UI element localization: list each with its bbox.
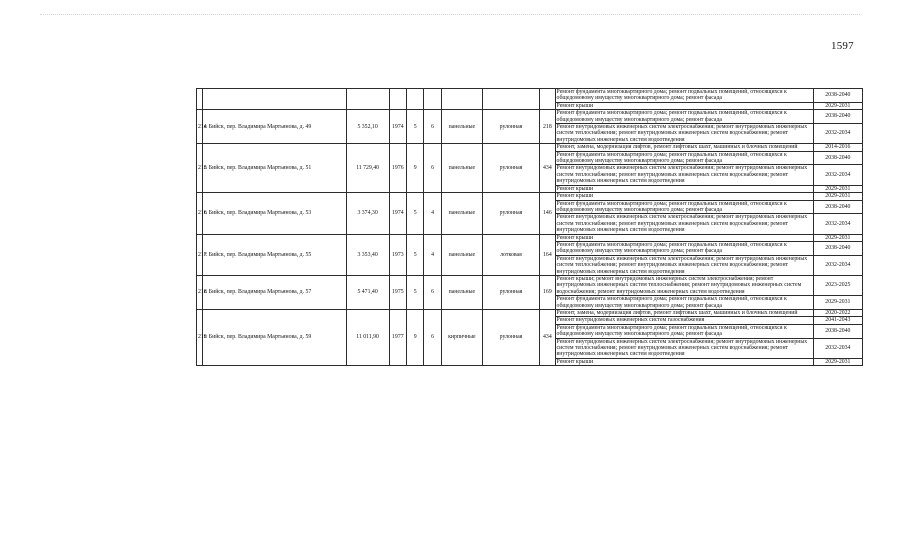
row-number: 218: [197, 275, 203, 309]
apartment-count: 218: [540, 110, 555, 144]
scan-edge-line: [40, 14, 860, 15]
roof-type: рулонная: [482, 193, 539, 234]
work-description: Ремонт внутридомовых инженерных систем электроснабжения; ремонт внутридомовых инженерных систем теплоснабжения; ремонт внутридомовых инженерных систем водоснабжения; ремонт внутридомовых инженерных систем водоотведения: [555, 165, 813, 185]
house-address: г. Бийск, пер. Владимира Мартьянова, д. 59: [203, 310, 346, 366]
work-description: Ремонт внутридомовых инженерных систем электроснабжения; ремонт внутридомовых инженерных систем теплоснабжения; ремонт внутридомовых инженерных систем водоснабжения; ремонт внутридомовых инженерных систем водоотведения: [555, 338, 813, 358]
roof-type: [482, 89, 539, 110]
work-description: Ремонт крыши: [555, 358, 813, 365]
work-period: 2038-2040: [813, 324, 862, 338]
table-row: [197, 310, 863, 317]
roof-type: рулонная: [482, 310, 539, 366]
table-row: [197, 144, 863, 151]
house-area: 3 374,30: [346, 193, 389, 234]
repair-schedule-table: [196, 88, 863, 366]
table-body: [197, 89, 863, 366]
work-period: 2038-2040: [813, 89, 862, 103]
wall-material: [441, 89, 482, 110]
construction-year: [389, 89, 406, 110]
house-address: г. Бийск, пер. Владимира Мартьянова, д. 53: [203, 193, 346, 234]
work-description: Ремонт фундамента многоквартирного дома; ремонт подвальных помещений, относящихся к общедомовому имуществу многоквартирного дома; ремонт фасада: [555, 89, 813, 103]
floor-count: 5: [407, 110, 424, 144]
work-period: 2029-2031: [813, 193, 862, 200]
work-description: Ремонт крыши: [555, 193, 813, 200]
work-description: Ремонт внутридомовых инженерных систем электроснабжения; ремонт внутридомовых инженерных систем теплоснабжения; ремонт внутридомовых инженерных систем водоснабжения; ремонт внутридомовых инженерных систем водоотведения: [555, 255, 813, 275]
roof-type: рулонная: [482, 275, 539, 309]
work-period: 2038-2040: [813, 200, 862, 214]
work-period: 2029-2031: [813, 102, 862, 109]
wall-material: панельные: [441, 110, 482, 144]
floor-count: 5: [407, 193, 424, 234]
roof-type: рулонная: [482, 110, 539, 144]
table-row: [197, 234, 863, 241]
house-address: г. Бийск, пер. Владимира Мартьянова, д. 55: [203, 234, 346, 275]
work-period: 2014-2016: [813, 144, 862, 151]
construction-year: 1977: [389, 310, 406, 366]
page-number: 1597: [831, 40, 854, 52]
roof-type: лотковая: [482, 234, 539, 275]
floor-count: 5: [407, 275, 424, 309]
work-description: Ремонт, замена, модернизация лифтов, ремонт лифтовых шахт, машинных и блочных помещений: [555, 144, 813, 151]
work-period: 2038-2040: [813, 241, 862, 255]
house-area: 5 471,40: [346, 275, 389, 309]
entrance-count: 6: [424, 310, 441, 366]
row-number: 219: [197, 310, 203, 366]
work-description: Ремонт фундамента многоквартирного дома; ремонт подвальных помещений, относящихся к общедомовому имуществу многоквартирного дома; ремонт фасада: [555, 324, 813, 338]
construction-year: 1974: [389, 110, 406, 144]
house-address: г. Бийск, пер. Владимира Мартьянова, д. 49: [203, 110, 346, 144]
construction-year: 1975: [389, 275, 406, 309]
work-period: 2032-2034: [813, 165, 862, 185]
table-row: [197, 275, 863, 295]
entrance-count: 6: [424, 110, 441, 144]
row-number: 214: [197, 110, 203, 144]
row-number: 216: [197, 193, 203, 234]
entrance-count: 4: [424, 234, 441, 275]
floor-count: 9: [407, 310, 424, 366]
house-area: [346, 89, 389, 110]
work-description: Ремонт фундамента многоквартирного дома; ремонт подвальных помещений, относящихся к общедомовому имуществу многоквартирного дома; ремонт фасада: [555, 296, 813, 310]
entrance-count: 6: [424, 144, 441, 193]
work-period: 2032-2034: [813, 255, 862, 275]
floor-count: 5: [407, 234, 424, 275]
work-period: 2038-2040: [813, 110, 862, 124]
construction-year: 1976: [389, 144, 406, 193]
apartment-count: 146: [540, 193, 555, 234]
apartment-count: 434: [540, 310, 555, 366]
table-row: [197, 89, 863, 103]
house-area: 11 011,90: [346, 310, 389, 366]
house-area: 11 729,40: [346, 144, 389, 193]
floor-count: [407, 89, 424, 110]
entrance-count: 6: [424, 275, 441, 309]
floor-count: 9: [407, 144, 424, 193]
row-number: 217: [197, 234, 203, 275]
work-period: 2032-2034: [813, 124, 862, 144]
wall-material: панельные: [441, 275, 482, 309]
wall-material: кирпичные: [441, 310, 482, 366]
work-period: 2023-2025: [813, 275, 862, 295]
construction-year: 1974: [389, 193, 406, 234]
wall-material: панельные: [441, 234, 482, 275]
table-row: [197, 110, 863, 124]
work-period: 2029-2031: [813, 234, 862, 241]
work-description: Ремонт, замена, модернизация лифтов, ремонт лифтовых шахт, машинных и блочных помещений: [555, 310, 813, 317]
house-area: 5 352,10: [346, 110, 389, 144]
work-description: Ремонт крыши: [555, 185, 813, 192]
work-period: 2041-2043: [813, 317, 862, 324]
work-period: 2032-2034: [813, 338, 862, 358]
work-description: Ремонт фундамента многоквартирного дома; ремонт подвальных помещений, относящихся к общедомовому имуществу многоквартирного дома; ремонт фасада: [555, 241, 813, 255]
work-description: Ремонт фундамента многоквартирного дома; ремонт подвальных помещений, относящихся к общедомовому имуществу многоквартирного дома; ремонт фасада: [555, 200, 813, 214]
house-area: 3 353,40: [346, 234, 389, 275]
row-number: 215: [197, 144, 203, 193]
work-period: 2029-2031: [813, 358, 862, 365]
work-description: Ремонт крыши: [555, 234, 813, 241]
wall-material: панельные: [441, 144, 482, 193]
apartment-count: 169: [540, 275, 555, 309]
house-address: г. Бийск, пер. Владимира Мартьянова, д. 57: [203, 275, 346, 309]
table-row: [197, 193, 863, 200]
apartment-count: 434: [540, 144, 555, 193]
work-description: Ремонт фундамента многоквартирного дома; ремонт подвальных помещений, относящихся к общедомовому имуществу многоквартирного дома; ремонт фасада: [555, 151, 813, 165]
wall-material: панельные: [441, 193, 482, 234]
work-period: 2020-2022: [813, 310, 862, 317]
work-description: Ремонт крыши; ремонт внутридомовых инженерных систем электроснабжения; ремонт внутридомовых инженерных систем теплоснабжения; ремонт внутридомовых инженерных систем водоснабжения; ремонт внутридомовых инженерных систем водоотведения: [555, 275, 813, 295]
work-period: 2029-2031: [813, 296, 862, 310]
roof-type: рулонная: [482, 144, 539, 193]
apartment-count: 164: [540, 234, 555, 275]
house-address: г. Бийск, пер. Владимира Мартьянова, д. 51: [203, 144, 346, 193]
work-description: Ремонт фундамента многоквартирного дома; ремонт подвальных помещений, относящихся к общедомовому имуществу многоквартирного дома; ремонт фасада: [555, 110, 813, 124]
work-period: 2038-2040: [813, 151, 862, 165]
apartment-count: [540, 89, 555, 110]
house-address: [203, 89, 346, 110]
entrance-count: 4: [424, 193, 441, 234]
work-period: 2029-2031: [813, 185, 862, 192]
work-description: Ремонт внутридомовых инженерных систем электроснабжения; ремонт внутридомовых инженерных систем теплоснабжения; ремонт внутридомовых инженерных систем водоснабжения; ремонт внутридомовых инженерных систем водоотведения: [555, 214, 813, 234]
work-description: Ремонт внутридомовых инженерных систем газоснабжения: [555, 317, 813, 324]
work-description: Ремонт крыши: [555, 102, 813, 109]
construction-year: 1973: [389, 234, 406, 275]
work-period: 2032-2034: [813, 214, 862, 234]
work-description: Ремонт внутридомовых инженерных систем электроснабжения; ремонт внутридомовых инженерных систем теплоснабжения; ремонт внутридомовых инженерных систем водоснабжения; ремонт внутридомовых инженерных систем водоотведения: [555, 124, 813, 144]
entrance-count: [424, 89, 441, 110]
